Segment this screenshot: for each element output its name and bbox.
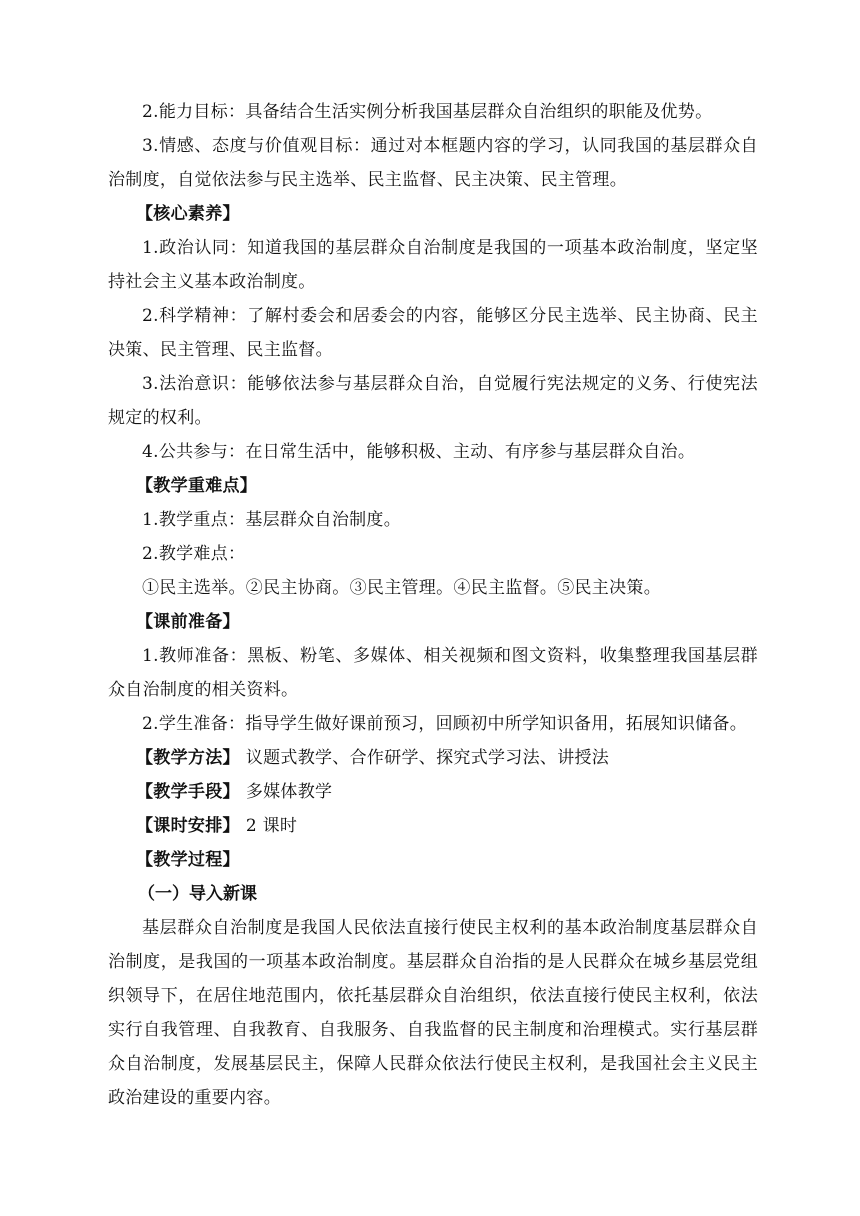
means-label: 【教学手段】 — [136, 782, 240, 802]
heading-core-literacy: 【核心素养】 — [136, 204, 240, 224]
heading-preparation: 【课前准备】 — [136, 612, 240, 632]
core-item-political: 1.政治认同：知道我国的基层群众自治制度是我国的一项基本政治制度，坚定坚持社会主义基本政治制度。 — [108, 238, 758, 292]
document-page — [108, 95, 758, 1115]
heading-process: 【教学过程】 — [136, 850, 240, 870]
method-value: 议题式教学、合作研学、探究式学习法、讲授法 — [245, 748, 610, 768]
heading-key-points: 【教学重难点】 — [136, 476, 258, 496]
intro-paragraph: 基层群众自治制度是我国人民依法直接行使民主权利的基本政治制度基层群众自治制度，是我国的一项基本政治制度。基层群众自治指的是人民群众在城乡基层党组织领导下，在居住地范围内，依托基层群众自治组织，依法直接行使民主权利，依法实行自我管理、自我教育、自我服务、自我监督的民主制度和治理模式。实行基层群众自治制度，发展基层民主，保障人民群众依法行使民主权利，是我国社会主义民主政治建设的重要内容。 — [108, 918, 758, 1108]
teaching-method — [108, 741, 758, 775]
time-label: 【课时安排】 — [136, 816, 240, 836]
teacher-prep: 1.教师准备：黑板、粉笔、多媒体、相关视频和图文资料，收集整理我国基层群众自治制度的相关资料。 — [108, 646, 758, 700]
means-value: 多媒体教学 — [245, 782, 333, 802]
subheading-intro: （一）导入新课 — [138, 884, 257, 904]
difficult-list: ①民主选举。②民主协商。③民主管理。④民主监督。⑤民主决策。 — [142, 578, 661, 598]
ability-goal: 2.能力目标：具备结合生活实例分析我国基层群众自治组织的职能及优势。 — [142, 102, 713, 122]
difficult-point: 2.教学难点： — [142, 544, 246, 564]
teaching-means — [108, 775, 758, 809]
core-item-public: 4.公共参与：在日常生活中，能够积极、主动、有序参与基层群众自治。 — [142, 442, 696, 462]
values-goal: 3.情感、态度与价值观目标：通过对本框题内容的学习，认同我国的基层群众自治制度，自觉依法参与民主选举、民主监督、民主决策、民主管理。 — [108, 136, 758, 190]
key-point: 1.教学重点：基层群众自治制度。 — [142, 510, 402, 530]
class-hours — [108, 809, 758, 843]
student-prep: 2.学生准备：指导学生做好课前预习，回顾初中所学知识备用，拓展知识储备。 — [142, 714, 748, 734]
core-item-science: 2.科学精神：了解村委会和居委会的内容，能够区分民主选举、民主协商、民主决策、民主管理、民主监督。 — [108, 306, 758, 360]
method-label: 【教学方法】 — [136, 748, 240, 768]
core-item-law: 3.法治意识：能够依法参与基层群众自治，自觉履行宪法规定的义务、行使宪法规定的权利。 — [108, 374, 758, 428]
time-value: 2 课时 — [245, 816, 298, 836]
